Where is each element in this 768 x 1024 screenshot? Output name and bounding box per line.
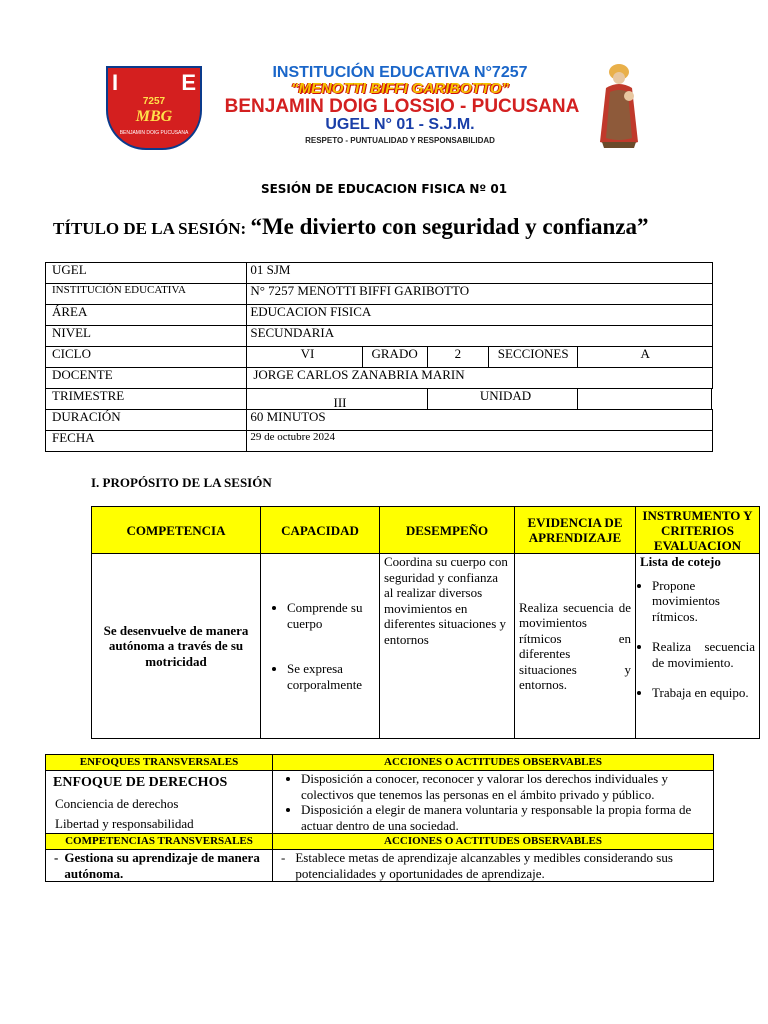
info-value: III [247, 389, 427, 410]
info-value: 01 SJM [247, 263, 713, 284]
competencia-cell: Se desenvuelve de manera autónoma a través de su motricidad [92, 554, 261, 739]
purpose-header-row [92, 507, 760, 554]
info-row-duracion [46, 410, 713, 431]
criterio-item: • Trabaja en equipo. [652, 685, 755, 701]
info-label: ÁREA [46, 305, 247, 326]
info-row-trimestre [46, 389, 713, 410]
enfoque-row [46, 771, 714, 834]
competencia-transversal-cell: - Gestiona su aprendizaje de manera autónoma. [46, 850, 273, 882]
header-competencia: COMPETENCIA [92, 507, 261, 554]
info-value: VI [247, 347, 362, 368]
header-evidencia: EVIDENCIA DE APRENDIZAJE [515, 507, 636, 554]
session-title-value: “Me divierto con seguridad y confianza” [250, 214, 649, 239]
saint-statue-image [588, 58, 650, 148]
info-value: N° 7257 MENOTTI BIFFI GARIBOTTO [247, 284, 713, 305]
competencia-transversal-row [46, 850, 714, 882]
info-row-area [46, 305, 713, 326]
header-capacidad: CAPACIDAD [261, 507, 380, 554]
info-label: INSTITUCIÓN EDUCATIVA [46, 284, 247, 305]
purpose-table [91, 506, 760, 739]
info-row-ugel [46, 263, 713, 284]
competencias-header-row [46, 834, 714, 850]
accion-item: • Disposición a elegir de manera voluntaria y responsable la propia forma de actuar dentro de una sociedad. [301, 802, 713, 833]
enfoques-header-left: ENFOQUES TRANSVERSALES [46, 755, 273, 771]
info-row-ciclo [46, 347, 713, 368]
enfoque-item: Libertad y responsabilidad [55, 816, 194, 831]
crest-monogram: MBG [135, 108, 173, 125]
school-crest-logo [106, 66, 202, 150]
info-label: TRIMESTRE [46, 389, 247, 410]
header-desempeno: DESEMPEÑO [380, 507, 515, 554]
info-value: EDUCACION FISICA [247, 305, 713, 326]
crest-letter-e: E [181, 70, 196, 95]
competencias-header-right: ACCIONES O ACTITUDES OBSERVABLES [273, 834, 714, 850]
instrumento-title: Lista de cotejo [640, 554, 721, 569]
enfoques-header-right: ACCIONES O ACTITUDES OBSERVABLES [273, 755, 714, 771]
enfoque-item: Conciencia de derechos [55, 795, 179, 811]
enfoque-title: ENFOQUE DE DERECHOS [53, 775, 228, 790]
desempeno-cell: Coordina su cuerpo con seguridad y confianza al realizar diversos movimientos en diferentes situaciones y entornos [380, 554, 515, 739]
school-name-line: INSTITUCIÓN EDUCATIVA N°7257 [272, 64, 528, 81]
crest-town: BENJAMIN DOIG PUCUSANA [119, 130, 189, 136]
ugel-line: UGEL N° 01 - S.J.M. [325, 116, 475, 133]
competencia-transversal: Gestiona su aprendizaje de manera autónoma. [64, 850, 260, 881]
purpose-body-row [92, 554, 760, 739]
capacidad-item: • Se expresa corporalmente [287, 661, 375, 692]
accion-item: • Disposición a conocer, reconocer y valorar los derechos individuales y colectivos que tenemos las personas en el ámbito privado y público. [301, 771, 713, 802]
enfoque-cell [46, 771, 273, 834]
evidencia-cell: Realiza secuencia de movimientos rítmicos en diferentes situaciones y entornos. [515, 554, 636, 739]
info-row-nivel [46, 326, 713, 347]
info-value: JORGE CARLOS ZANABRIA MARIN [247, 368, 713, 389]
info-label: CICLO [46, 347, 247, 368]
enfoques-table [45, 754, 714, 882]
capacidad-cell [261, 554, 380, 739]
info-row-docente [46, 368, 713, 389]
info-row-fecha [46, 431, 713, 452]
session-number-title: SESIÓN DE EDUCACION FISICA Nº 01 [260, 182, 508, 196]
info-value: 2 [427, 347, 488, 368]
info-label: UGEL [46, 263, 247, 284]
competencia-accion-cell: - Establece metas de aprendizaje alcanzables y medibles considerando sus potencialidades y oportunidades de aprendizaje. [273, 850, 714, 882]
header-instrumento: INSTRUMENTO Y CRITERIOS EVALUACION [636, 507, 760, 554]
info-label: FECHA [46, 431, 247, 452]
capacidad-item: • Comprende su cuerpo [287, 600, 375, 631]
criterio-item: • Propone movimientos rítmicos. [652, 578, 755, 625]
general-info-table [45, 262, 713, 452]
info-label: DOCENTE [46, 368, 247, 389]
purpose-section-title: I. PROPÓSITO DE LA SESIÓN [91, 475, 272, 490]
info-row-ie [46, 284, 713, 305]
school-patron-line: “MENOTTI BIFFI GARIBOTTO” [290, 80, 510, 97]
session-title-label: TÍTULO DE LA SESIÓN: [53, 219, 251, 238]
info-value: SECUNDARIA [247, 326, 713, 347]
info-label: NIVEL [46, 326, 247, 347]
crest-number: 7257 [142, 96, 166, 107]
info-label: DURACIÓN [46, 410, 247, 431]
info-value [578, 389, 712, 410]
info-label: SECCIONES [489, 347, 578, 368]
info-value: 29 de octubre 2024 [247, 431, 713, 452]
info-label: GRADO [362, 347, 427, 368]
school-motto: RESPETO - PUNTUALIDAD Y RESPONSABILIDAD [305, 136, 495, 145]
acciones-cell [273, 771, 714, 834]
school-location-line: BENJAMIN DOIG LOSSIO - PUCUSANA [224, 96, 580, 117]
info-label: UNIDAD [427, 389, 578, 410]
competencias-header-left: COMPETENCIAS TRANSVERSALES [46, 834, 273, 850]
crest-letter-i: I [112, 70, 119, 95]
info-value: A [578, 347, 713, 368]
info-value: 60 MINUTOS [247, 410, 713, 431]
criterio-item: • Realiza secuencia de movimiento. [652, 639, 755, 670]
instrumento-cell [636, 554, 760, 739]
session-title [53, 214, 648, 240]
competencia-accion: Establece metas de aprendizaje alcanzables y medibles considerando sus potencialidades y oportunidades de aprendizaje. [295, 850, 673, 881]
enfoques-header-row [46, 755, 714, 771]
